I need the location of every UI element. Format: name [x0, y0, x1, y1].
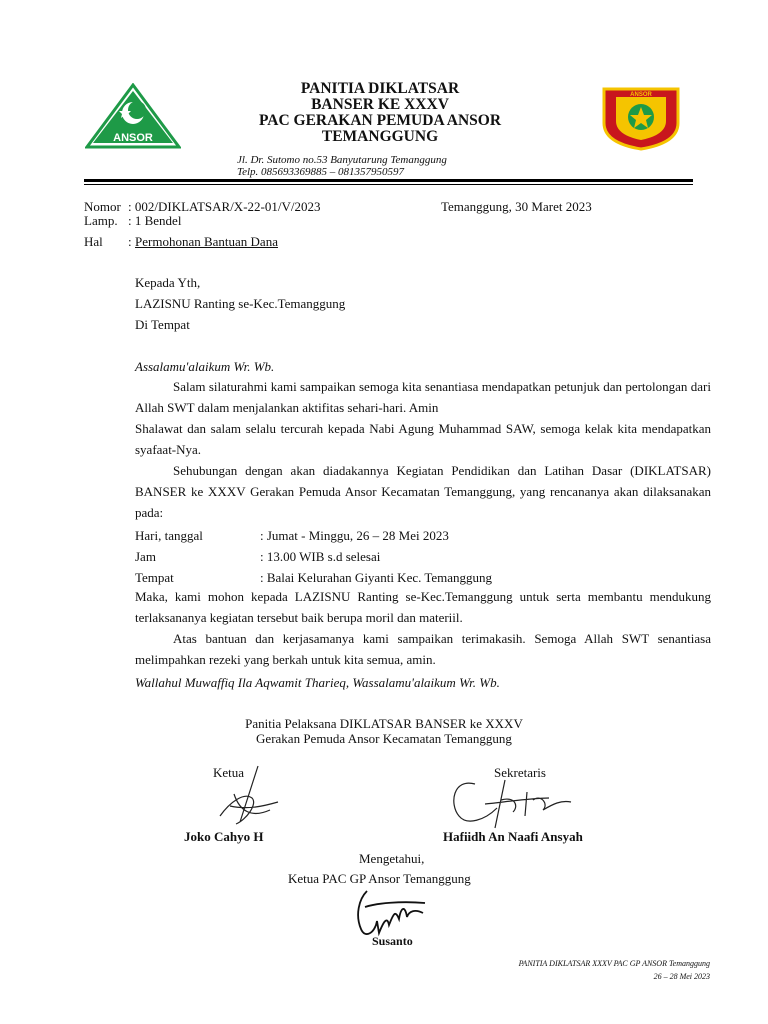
detail-label: Tempat	[135, 570, 174, 585]
paragraph-3	[135, 460, 711, 523]
ketua-signature	[200, 762, 285, 837]
paragraph-1	[135, 376, 711, 418]
recipient-line-1: Kepada Yth,	[135, 275, 201, 290]
paragraph-1-text: Salam silaturahmi kami sampaikan semoga kita senantiasa mendapatkan petunjuk dan pertolongan dari Allah SWT dalam menjalankan aktifitas sehari-hari. Amin	[135, 379, 711, 415]
paragraph-3-text: Sehubungan dengan akan diadakannya Kegiatan Pendidikan dan Latihan Dasar (DIKLATSAR) BANSER ke XXXV Gerakan Pemuda Ansor Kecamatan Temanggung, yang rencananya akan dilaksanakan pada:	[135, 463, 711, 520]
ketua-name: Joko Cahyo H	[184, 829, 264, 844]
hal-value: Permohonan Bantuan Dana	[135, 234, 278, 249]
detail-label: Hari, tanggal	[135, 528, 203, 543]
header-address: Jl. Dr. Sutomo no.53 Banyutarung Temanggung	[237, 154, 447, 166]
detail-label: Jam	[135, 549, 156, 564]
detail-row-place	[135, 570, 492, 585]
closing: Wallahul Muwaffiq Ila Aqwamit Tharieq, Wassalamu'alaikum Wr. Wb.	[135, 675, 500, 690]
paragraph-5-text: Atas bantuan dan kerjasamanya kami sampaikan terimakasih. Semoga Allah SWT senantiasa melimpahkan rezeki yang berkah untuk kita semua, amin.	[135, 631, 711, 667]
detail-value: : Balai Kelurahan Giyanti Kec. Temanggung	[260, 570, 493, 585]
detail-row-time	[135, 549, 380, 564]
footer-line-2: 26 – 28 Mei 2023	[653, 972, 710, 981]
ansor-left-logo	[85, 83, 181, 149]
pac-title: Ketua PAC GP Ansor Temanggung	[288, 871, 471, 886]
lamp-label: Lamp.	[84, 213, 118, 228]
paragraph-4: Maka, kami mohon kepada LAZISNU Ranting se-Kec.Temanggung untuk serta membantu mendukung terlaksananya kegiatan tersebut baik berupa moril dan materiil.	[135, 589, 711, 625]
org-line-1: Panitia Pelaksana DIKLATSAR BANSER ke XXXV	[245, 716, 523, 731]
ketua-title: Ketua	[213, 765, 245, 780]
right-logo-text: ANSOR	[630, 92, 652, 98]
paragraph-2: Shalawat dan salam selalu tercurah kepada Nabi Agung Muhammad SAW, semoga kelak kita mendapatkan syafaat-Nya.	[135, 421, 711, 457]
header-line-3: PAC GERAKAN PEMUDA ANSOR	[258, 112, 502, 129]
recipient-line-3: Di Tempat	[135, 317, 190, 332]
header-line-2: BANSER KE XXXV	[311, 96, 449, 113]
pac-name: Susanto	[372, 934, 413, 948]
paragraph-5	[135, 628, 711, 670]
sekretaris-title: Sekretaris	[494, 765, 546, 780]
detail-row-date	[135, 528, 449, 543]
sekretaris-signature	[445, 770, 580, 835]
greeting: Assalamu'alaikum Wr. Wb.	[135, 359, 275, 374]
header-divider-thin	[84, 184, 693, 185]
footer-line-1: PANITIA DIKLATSAR XXXV PAC GP ANSOR Temanggung	[518, 959, 710, 968]
org-line-2: Gerakan Pemuda Ansor Kecamatan Temanggung	[256, 731, 512, 746]
left-logo-text: ANSOR	[113, 132, 153, 144]
nomor-value: : 002/DIKLATSAR/X-22-01/V/2023	[128, 199, 321, 214]
header-line-4: TEMANGGUNG	[321, 128, 439, 145]
header-phone: Telp. 085693369885 – 081357950597	[237, 166, 405, 178]
detail-value: : Jumat - Minggu, 26 – 28 Mei 2023	[260, 528, 449, 543]
lamp-value: : 1 Bendel	[128, 213, 182, 228]
recipient-line-2: LAZISNU Ranting se-Kec.Temanggung	[135, 296, 346, 311]
header-line-1: PANITIA DIKLATSAR	[300, 80, 460, 97]
nomor-label: Nomor	[84, 199, 121, 214]
detail-value: : 13.00 WIB s.d selesai	[260, 549, 381, 564]
hal-colon: :	[128, 234, 132, 249]
place-date: Temanggung, 30 Maret 2023	[441, 199, 592, 214]
hal-label: Hal	[84, 234, 103, 249]
banser-right-logo	[598, 85, 684, 151]
sekretaris-name: Hafiidh An Naafi Ansyah	[443, 829, 583, 844]
header-divider	[84, 179, 693, 182]
mengetahui: Mengetahui,	[359, 851, 425, 866]
